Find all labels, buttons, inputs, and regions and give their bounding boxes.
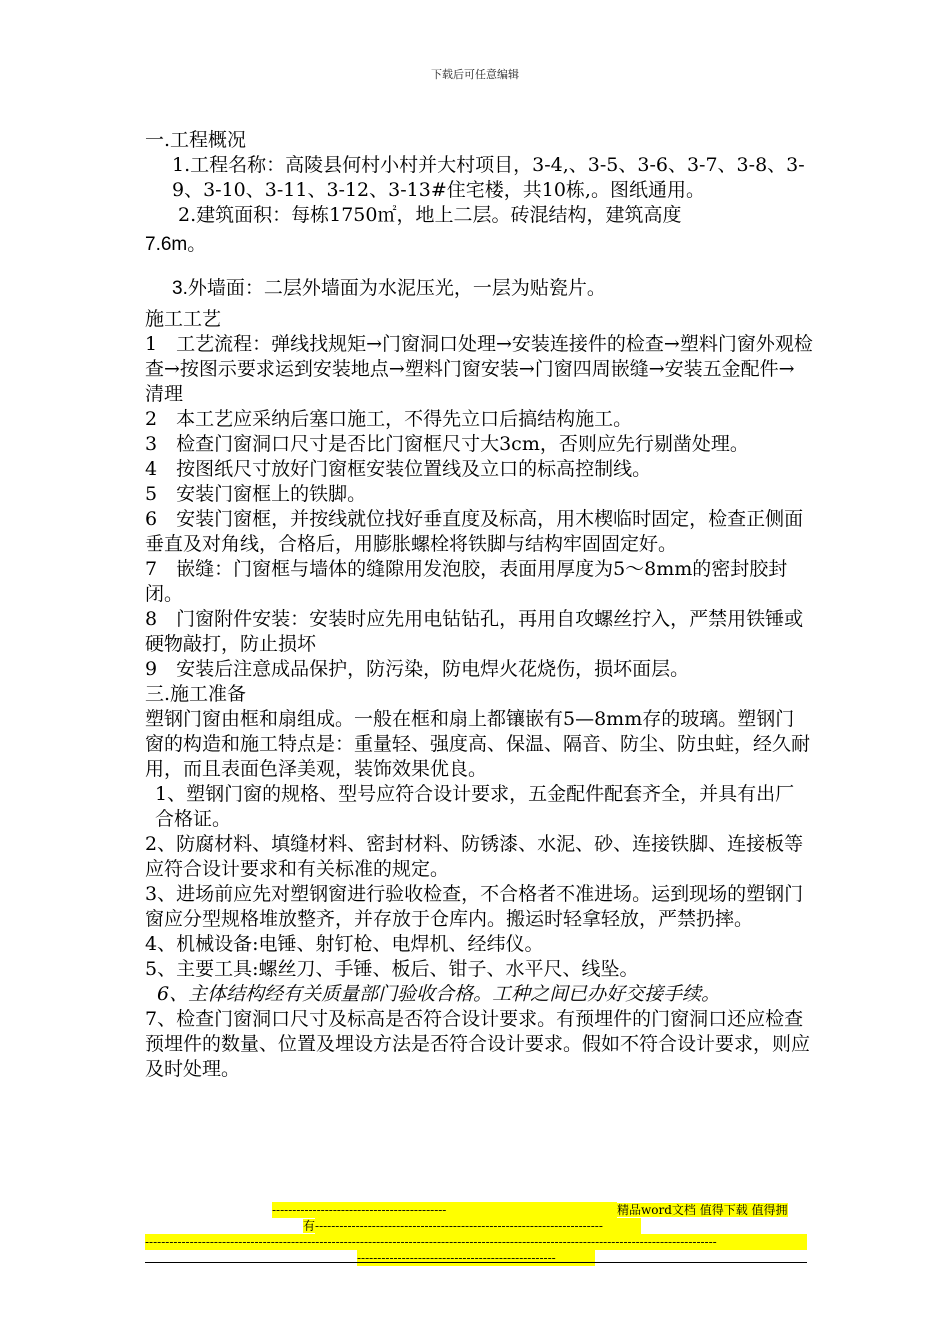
section-3-title: 三.施工准备 bbox=[145, 683, 247, 705]
section-3-item-6: 6、主体结构经有关质量部门验收合格。工种之间已办好交接手续。 bbox=[157, 983, 721, 1005]
page-header: 下载后可任意编辑 bbox=[431, 68, 519, 81]
footer-rule bbox=[145, 1262, 807, 1263]
footer-watermark bbox=[145, 1202, 807, 1266]
section-1-item-1: 1.工程名称：高陵县何村小村并大村项目，3-4,、3-5、3-6、3-7、3-8、3-9、3-10、3-11、3-12、3-13#住宅楼，共10栋,。图纸通用。 bbox=[172, 154, 805, 201]
section-2-step-5: 5 安装门窗框上的铁脚。 bbox=[145, 483, 367, 505]
section-1-item-2: 2.建筑面积：每栋1750㎡，地上二层。砖混结构，建筑高度 bbox=[178, 204, 682, 226]
footer-dashes-2: ----------------------------------------------------------------------- bbox=[315, 1218, 641, 1234]
section-3-item-3: 3、进场前应先对塑钢窗进行验收检查，不合格者不准进场。运到现场的塑钢门窗应分型规格堆放整齐，并存放于仓库内。搬运时轻拿轻放，严禁扔摔。 bbox=[145, 883, 804, 930]
section-2-step-1: 1 工艺流程：弹线找规矩→门窗洞口处理→安装连接件的检查→塑料门窗外观检查→按图示要求运到安装地点→塑料门窗安装→门窗四周嵌缝→安装五金配件→清理 bbox=[145, 333, 813, 405]
footer-dashes-1: ------------------------------------------- bbox=[272, 1202, 617, 1218]
section-2-step-8: 8 门窗附件安装：安装时应先用电钻钻孔，再用自攻螺丝拧入，严禁用铁锤或硬物敲打，防止损坏 bbox=[145, 608, 804, 655]
section-2-step-9: 9 安装后注意成品保护，防污染，防电焊火花烧伤，损坏面层。 bbox=[145, 658, 690, 680]
document-body bbox=[145, 128, 813, 1082]
footer-dashes-3: --------------------------------------------------------------------------------------------------------------------------------------------- bbox=[145, 1234, 807, 1250]
section-3-item-4: 4、机械设备:电锤、射钉枪、电焊机、经纬仪。 bbox=[145, 933, 544, 955]
section-1-item-2-continued: 7.6m。 bbox=[145, 234, 207, 255]
footer-dashes-4: ------------------------------------------------- bbox=[357, 1250, 595, 1266]
section-1-item-3: 3.外墙面：二层外墙面为水泥压光，一层为贴瓷片。 bbox=[172, 278, 606, 299]
footer-text-1: 精品word文档 值得下载 值得拥 bbox=[617, 1203, 788, 1217]
footer-text-2: 有 bbox=[303, 1219, 316, 1233]
section-3-item-7: 7、检查门窗洞口尺寸及标高是否符合设计要求。有预埋件的门窗洞口还应检查预埋件的数量、位置及埋设方法是否符合设计要求。假如不符合设计要求，则应及时处理。 bbox=[145, 1008, 811, 1080]
section-2-title: 施工工艺 bbox=[145, 308, 222, 330]
section-2-step-4: 4 按图纸尺寸放好门窗框安装位置线及立口的标高控制线。 bbox=[145, 458, 652, 480]
section-2-step-7: 7 嵌缝：门窗框与墙体的缝隙用发泡胶，表面用厚度为5～8mm的密封胶封闭。 bbox=[145, 558, 788, 605]
section-3-item-2: 2、防腐材料、填缝材料、密封材料、防锈漆、水泥、砂、连接铁脚、连接板等应符合设计要求和有关标准的规定。 bbox=[145, 833, 804, 880]
section-2-step-2: 2 本工艺应采纳后塞口施工，不得先立口后搞结构施工。 bbox=[145, 408, 633, 430]
section-3-intro: 塑钢门窗由框和扇组成。一般在框和扇上都镶嵌有5—8mm存的玻璃。塑钢门窗的构造和施工特点是：重量轻、强度高、保温、隔音、防尘、防虫蛀，经久耐用，而且表面色泽美观，装饰效果优良。 bbox=[145, 708, 811, 780]
section-2-step-6: 6 安装门窗框，并按线就位找好垂直度及标高，用木楔临时固定，检查正侧面垂直及对角线，合格后，用膨胀螺栓将铁脚与结构牢固固定好。 bbox=[145, 508, 804, 555]
section-3-item-5: 5、主要工具:螺丝刀、手锤、板后、钳子、水平尺、线坠。 bbox=[145, 958, 639, 980]
section-2-step-3: 3 检查门窗洞口尺寸是否比门窗框尺寸大3cm，否则应先行剔凿处理。 bbox=[145, 433, 749, 455]
section-1-title: 一.工程概况 bbox=[145, 129, 247, 151]
section-3-item-1: 1、塑钢门窗的规格、型号应符合设计要求，五金配件配套齐全，并具有出厂合格证。 bbox=[155, 783, 795, 830]
